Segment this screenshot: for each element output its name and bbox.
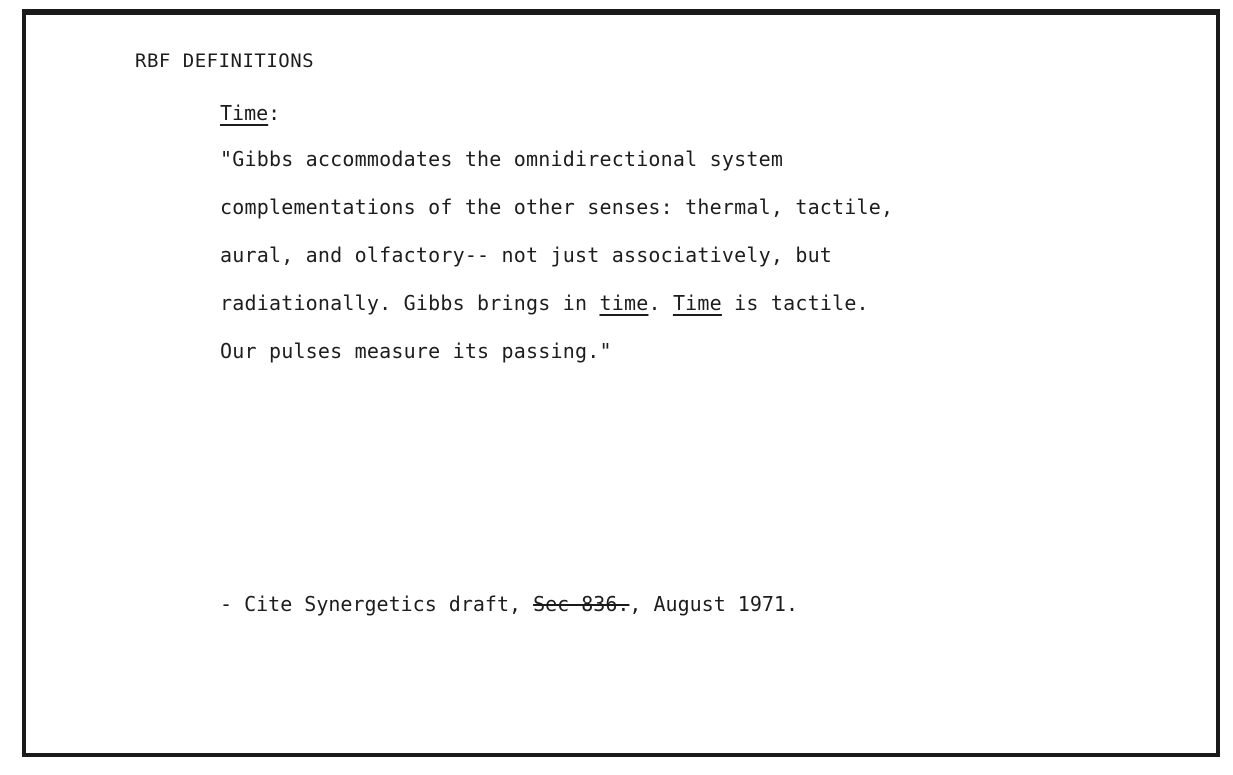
definition-term	[220, 101, 280, 125]
quote-line-4-part3: is tactile.	[721, 291, 869, 315]
quote-line-4-part2: .	[648, 291, 673, 315]
citation-prefix: - Cite Synergetics draft,	[220, 592, 534, 616]
quote-line-1: "Gibbs accommodates the omnidirectional system	[220, 147, 784, 171]
underlined-time-upper: Time	[672, 291, 722, 315]
card-border	[22, 9, 1220, 757]
document-heading: RBF DEFINITIONS	[135, 50, 315, 72]
quote-line-5: Our pulses measure its passing."	[220, 339, 612, 363]
underlined-time-lower: time	[599, 291, 649, 315]
quote-line-3: aural, and olfactory-- not just associatively, but	[220, 243, 833, 267]
quote-line-4	[220, 291, 869, 315]
quote-line-4-part1: radiationally. Gibbs brings in	[220, 291, 600, 315]
quote-line-2: complementations of the other senses: thermal, tactile,	[220, 195, 894, 219]
citation-struck-reference: Sec 836.	[533, 592, 630, 616]
citation	[220, 592, 798, 616]
term-suffix: :	[268, 101, 281, 125]
term-word: Time	[220, 101, 269, 125]
citation-suffix: , August 1971.	[629, 592, 798, 616]
